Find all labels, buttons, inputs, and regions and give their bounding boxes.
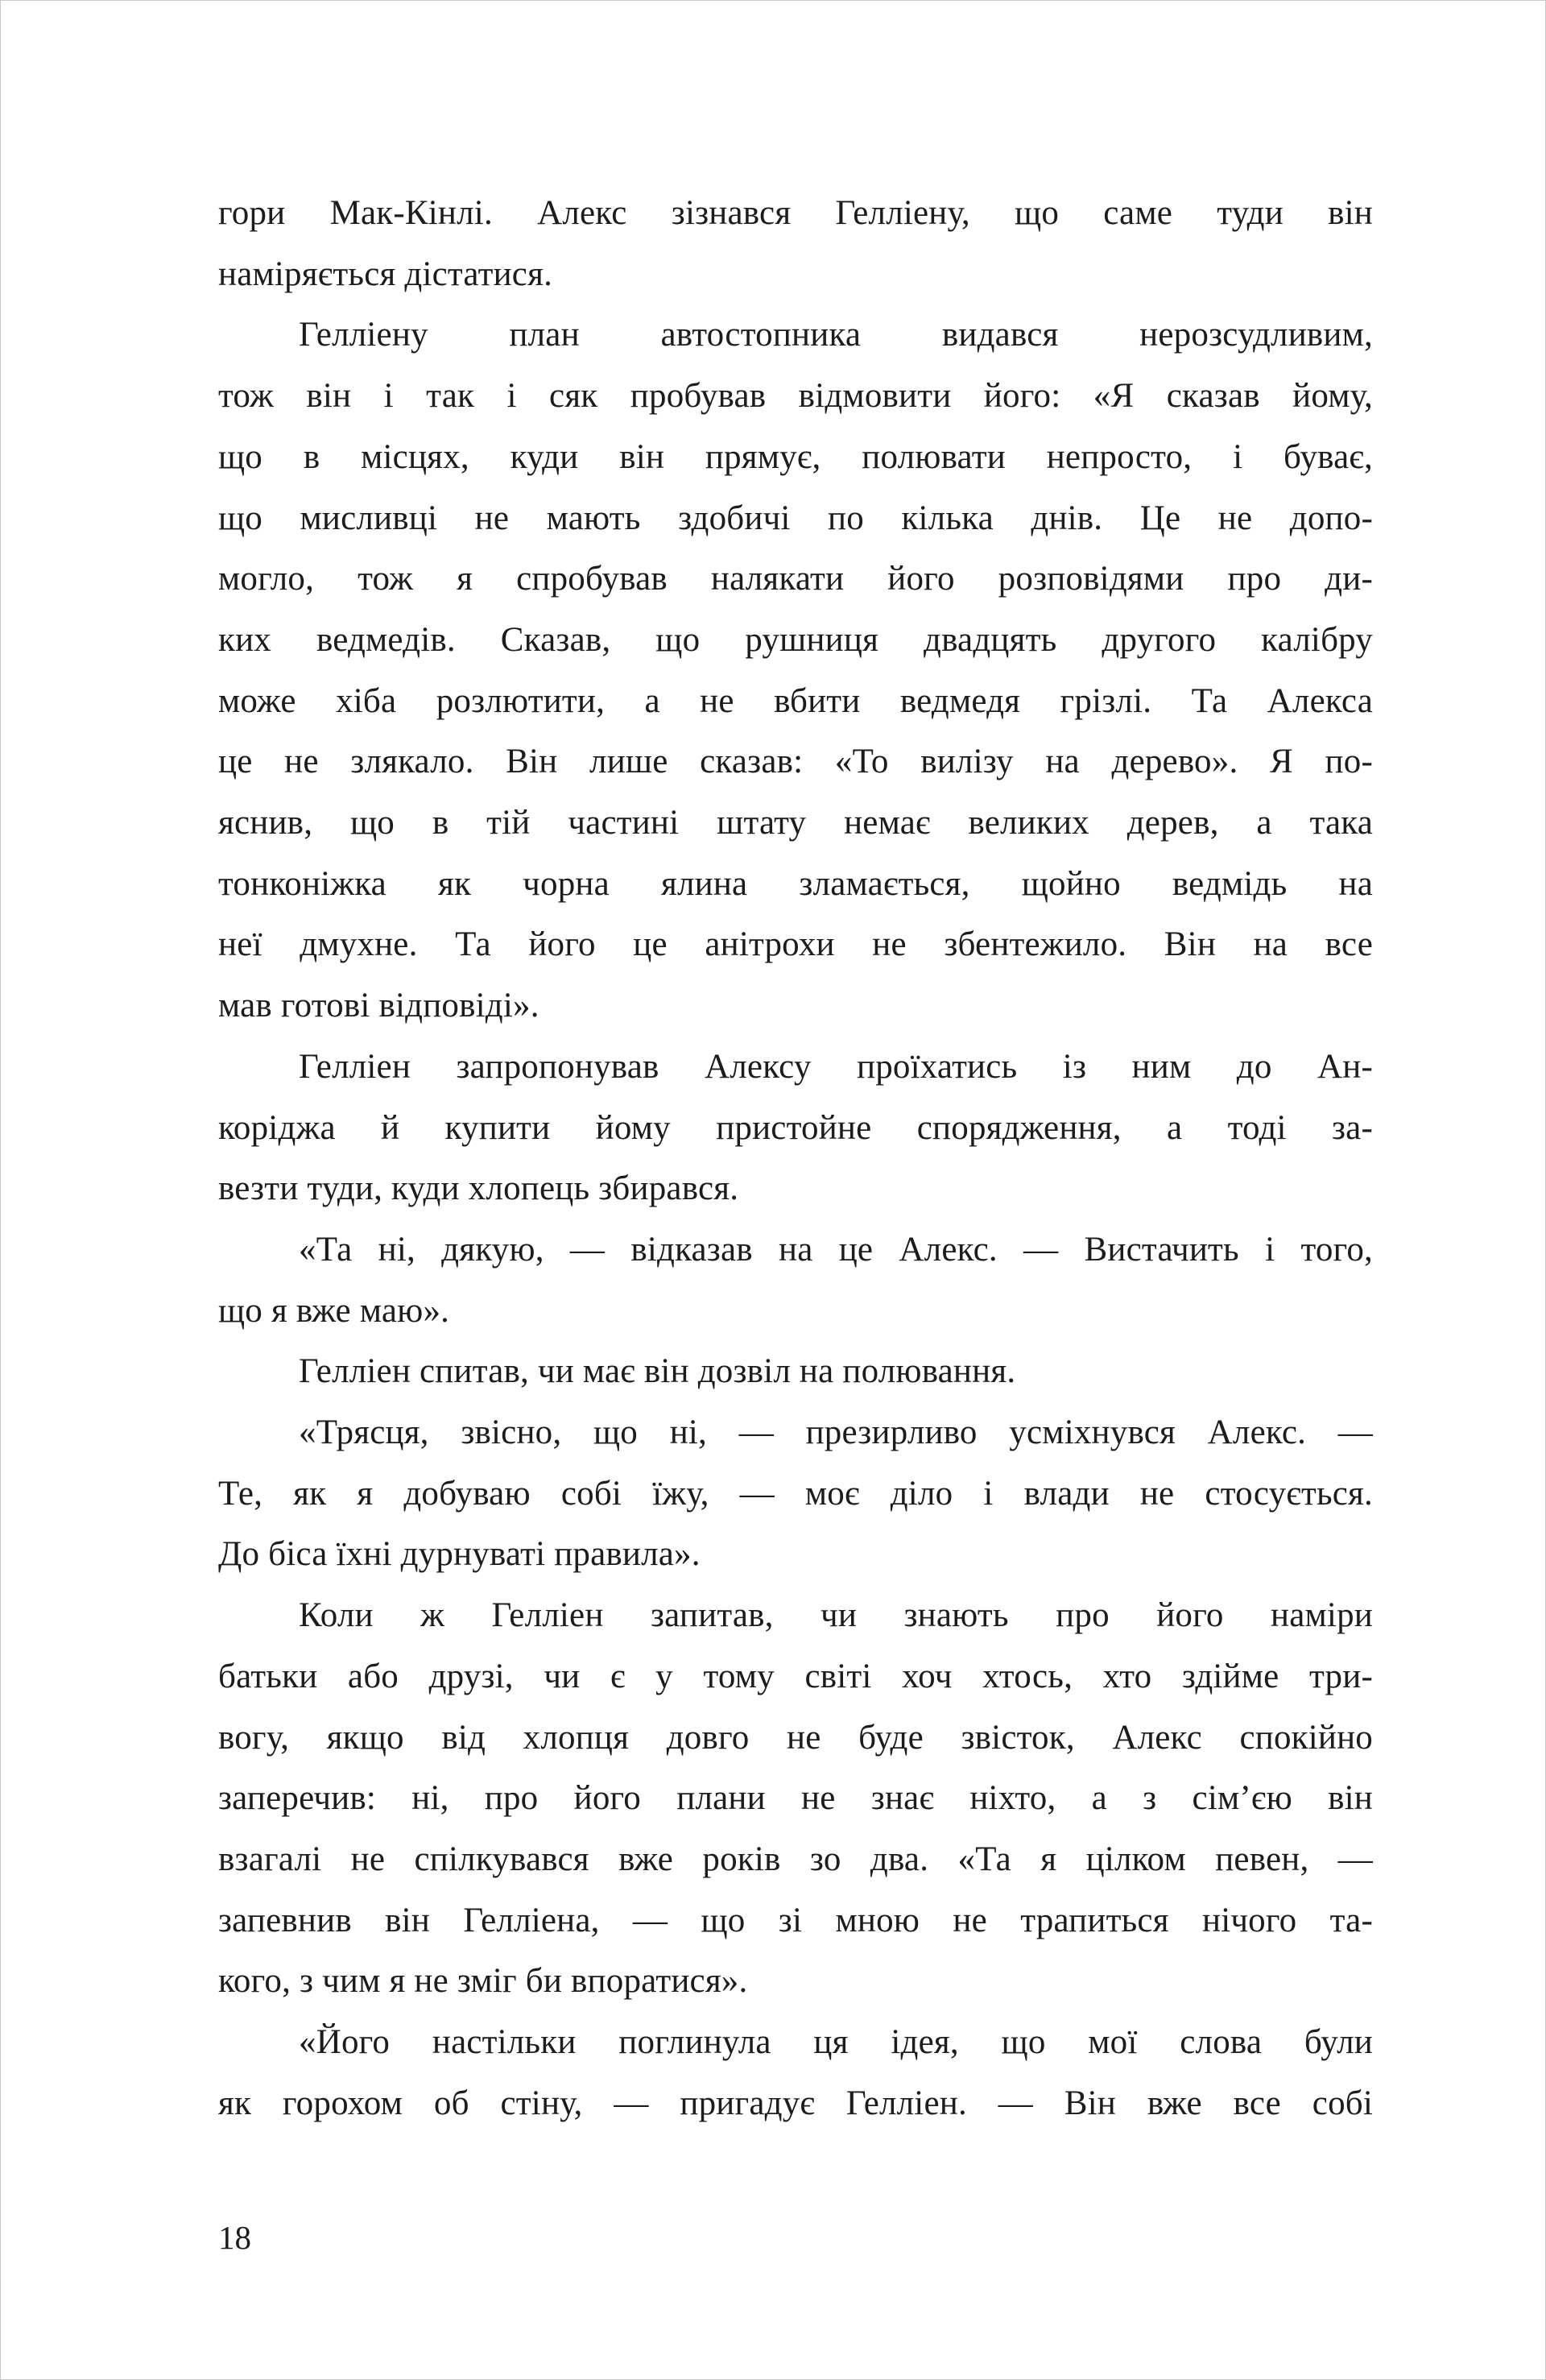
page-text xyxy=(218,183,1373,2134)
text-line: Гелліен спитав, чи має він дозвіл на полювання. xyxy=(299,1352,1016,1391)
text-line: це не злякало. Він лише сказав: «То вилізу на дерево». Я по- xyxy=(218,743,1373,781)
text-line: взагалі не спілкувався вже років зо два. «Та я цілком певен, — xyxy=(218,1840,1373,1878)
text-line: запевнив він Гелліена, — що зі мною не трапиться нічого та- xyxy=(218,1901,1373,1939)
text-line: могло, тож я спробував налякати його розповідями про ди- xyxy=(218,560,1373,598)
text-line: тонконіжка як чорна ялина зламається, щойно ведмідь на xyxy=(218,864,1373,903)
text-line: Гелліен запропонував Алексу проїхатись із ним до Ан- xyxy=(299,1047,1373,1086)
text-line: «Трясця, звісно, що ні, — презирливо усміхнувся Алекс. — xyxy=(299,1414,1373,1452)
page-number: 18 xyxy=(218,2219,251,2256)
text-line: тож він і так і сяк пробував відмовити його: «Я сказав йому, xyxy=(218,377,1373,416)
text-line: кого, з чим я не зміг би впоратися». xyxy=(218,1962,748,2001)
text-line: що я вже маю». xyxy=(218,1291,450,1330)
text-line: Коли ж Гелліен запитав, чи знають про його наміри xyxy=(299,1596,1373,1635)
text-line: як горохом об стіну, — пригадує Гелліен. — Він вже все собі xyxy=(218,2084,1373,2122)
text-line: «Та ні, дякую, — відказав на це Алекс. — Вистачить і того, xyxy=(299,1230,1373,1269)
text-line: Гелліену план автостопника видався нерозсудливим, xyxy=(299,316,1373,354)
text-line: може хіба розлютити, а не вбити ведмедя грізлі. Та Алекса xyxy=(218,681,1373,720)
text-line: яснив, що в тій частині штату немає великих дерев, а така xyxy=(218,804,1373,842)
text-line: Те, як я добуваю собі їжу, — моє діло і влади не стосується. xyxy=(218,1474,1373,1513)
text-line: ких ведмедів. Сказав, що рушниця двадцять другого калібру xyxy=(218,620,1373,659)
text-line: наміряється дістатися. xyxy=(218,255,553,293)
text-line: неї дмухне. Та його це анітрохи не збентежило. Він на все xyxy=(218,925,1373,964)
text-line: що мисливці не мають здобичі по кілька днів. Це не допо- xyxy=(218,499,1373,537)
text-line: батьки або друзі, чи є у тому світі хоч хтось, хто здійме три- xyxy=(218,1657,1373,1695)
text-line: вогу, якщо від хлопця довго не буде звісток, Алекс спокійно xyxy=(218,1718,1373,1757)
text-line: мав готові відповіді». xyxy=(218,987,539,1025)
text-line: заперечив: ні, про його плани не знає ніхто, а з сім’єю він xyxy=(218,1779,1373,1818)
text-line: що в місцях, куди він прямує, полювати непросто, і буває, xyxy=(218,437,1373,476)
text-line: коріджа й купити йому пристойне спорядження, а тоді за- xyxy=(218,1108,1373,1147)
text-line: «Його настільки поглинула ця ідея, що мої слова були xyxy=(299,2023,1373,2062)
text-line: До біса їхні дурнуваті правила». xyxy=(218,1535,701,1574)
text-line: везти туди, куди хлопець збирався. xyxy=(218,1169,739,1208)
text-line: гори Мак-Кінлі. Алекс зізнався Гелліену, що саме туди він xyxy=(218,194,1373,232)
